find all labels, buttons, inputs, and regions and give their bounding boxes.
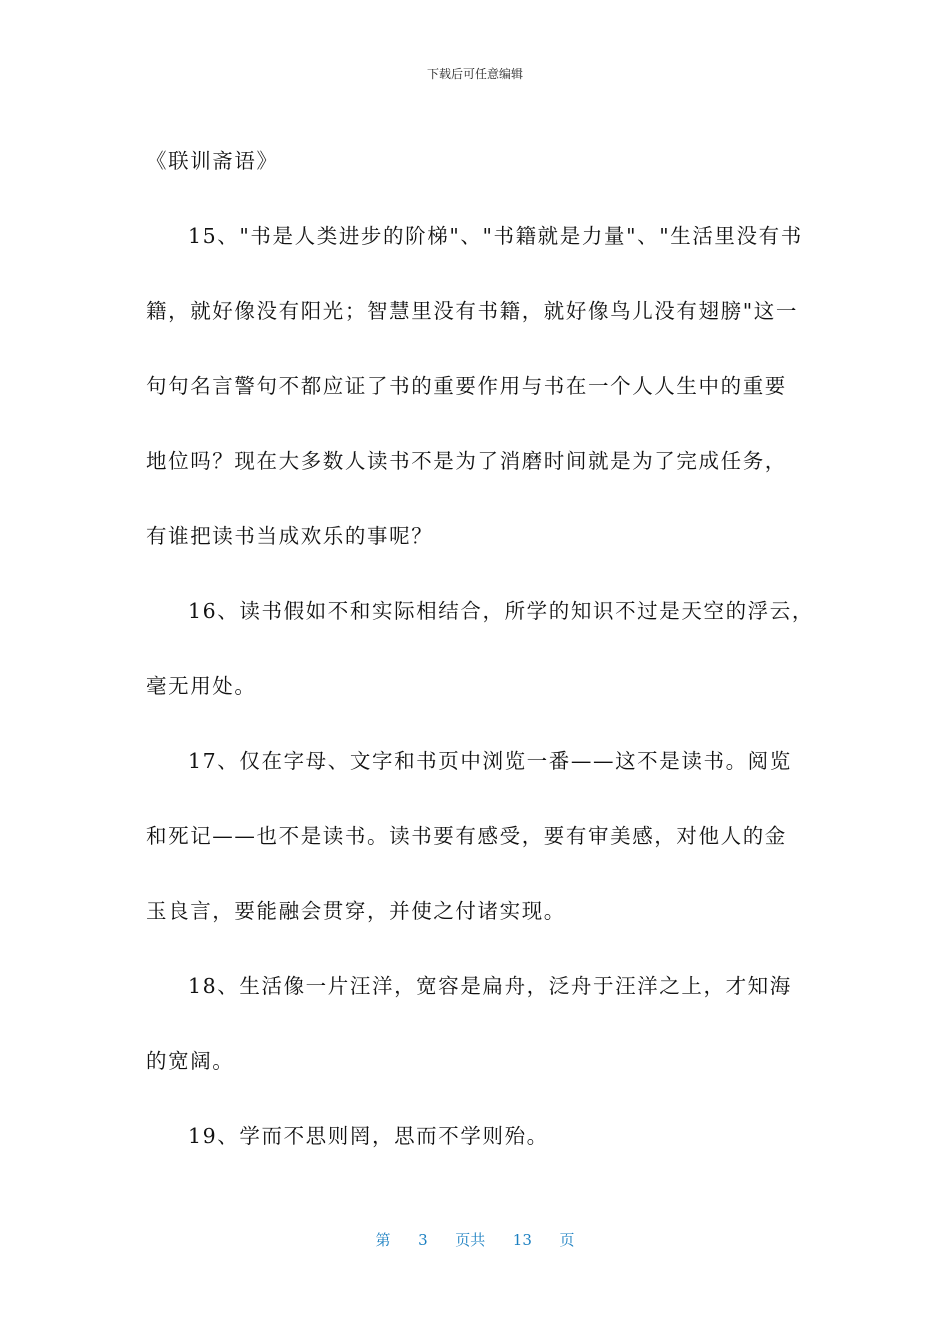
text-line: 15、"书是人类进步的阶梯"、"书籍就是力量"、"生活里没有书 xyxy=(188,224,803,248)
document-body xyxy=(146,124,814,1174)
text-line: 地位吗？现在大多数人读书不是为了消磨时间就是为了完成任务， xyxy=(146,449,787,473)
text-line: 《联训斋语》 xyxy=(146,149,279,173)
text-line: 16、读书假如不和实际相结合，所学的知识不过是天空的浮云， xyxy=(188,599,814,623)
text-line: 有谁把读书当成欢乐的事呢？ xyxy=(146,524,434,548)
text-line: 毫无用处。 xyxy=(146,674,257,698)
text-line: 的宽阔。 xyxy=(146,1049,235,1073)
footer-page-label: 第 xyxy=(375,1231,391,1249)
text-line: 籍，就好像没有阳光；智慧里没有书籍，就好像鸟儿没有翅膀"这一 xyxy=(146,299,798,323)
text-line: 17、仅在字母、文字和书页中浏览一番——这不是读书。阅览 xyxy=(188,749,792,773)
text-line: 18、生活像一片汪洋，宽容是扁舟，泛舟于汪洋之上，才知海 xyxy=(188,974,792,998)
page-header: 下载后可任意编辑 xyxy=(426,67,523,81)
text-line: 19、学而不思则罔，思而不学则殆。 xyxy=(188,1124,549,1148)
text-line: 玉良言，要能融会贯穿，并使之付诸实现。 xyxy=(146,899,566,923)
text-line: 和死记——也不是读书。读书要有感受，要有审美感，对他人的金 xyxy=(146,824,787,848)
footer-current-page: 3 xyxy=(418,1231,428,1249)
footer-end-label: 页 xyxy=(559,1231,575,1249)
footer-total-pages: 13 xyxy=(512,1231,532,1249)
page-footer xyxy=(0,1230,950,1250)
footer-total-label: 页共 xyxy=(455,1231,486,1249)
text-line: 句句名言警句不都应证了书的重要作用与书在一个人人生中的重要 xyxy=(146,374,787,398)
